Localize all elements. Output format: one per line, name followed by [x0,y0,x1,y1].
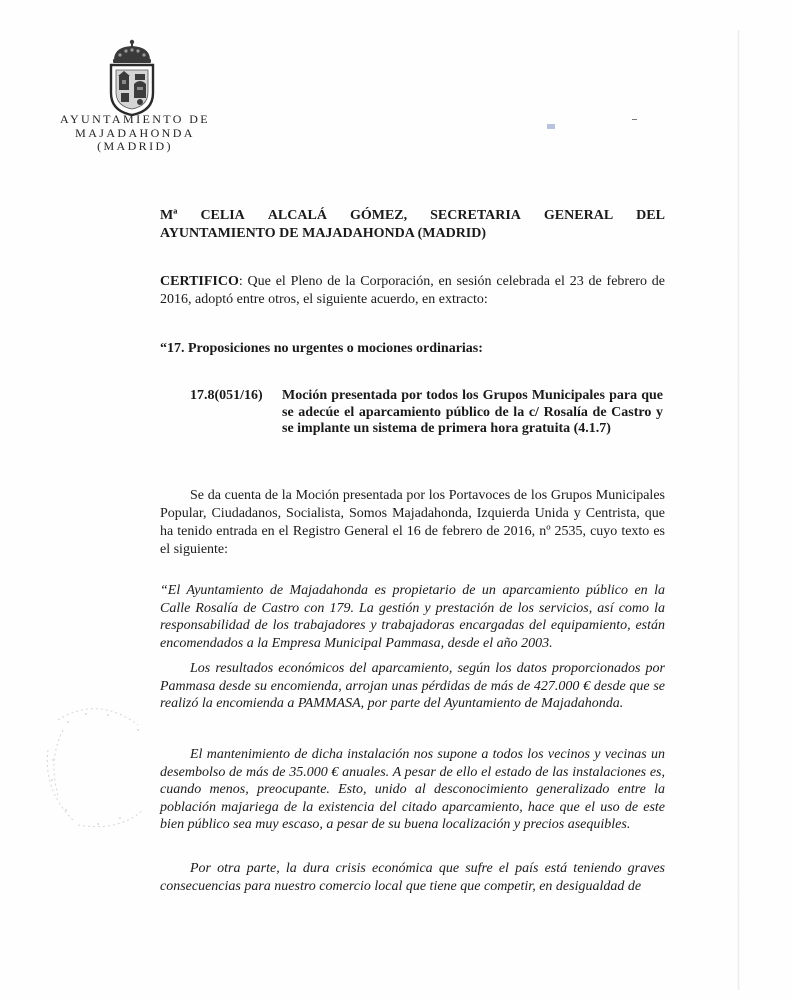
page-edge-shadow [737,30,740,990]
motion-number: 17.8(051/16) [190,388,263,403]
title-word: DEL [636,208,665,223]
org-line-3: (MADRID) [97,139,173,153]
section-title: “17. Proposiciones no urgentes o mociones ordinarias: [160,341,483,356]
title-word: ALCALÁ [267,208,327,223]
org-line-2: MAJADAHONDA [75,125,195,140]
certifier-title-line-2: AYUNTAMIENTO DE MAJADAHONDA (MADRID) [160,226,487,241]
quoted-paragraph-1: “El Ayuntamiento de Majadahonda es propietario de un aparcamiento público en la Calle Rosalía de Castro con 179. La gestión y prestación de los servicios, así como la responsabilidad de los trabajadores y trabajadoras encargadas del equipamiento, están encomendados a la Empresa Municipal Pammasa, desde el año 2003. [160,583,665,651]
quoted-paragraph-2: Los resultados económicos del aparcamiento, según los datos proporcionados por Pammasa desde su encomienda, arrojan unas pérdidas de más de 427.000 € desde que se realizó la encomienda a PAMMASA, por parte del Ayuntamiento de Majadahonda. [160,661,665,711]
title-word: CELIA [200,208,245,223]
title-word: Mª [160,208,178,223]
certifier-title-line-1 [160,207,665,225]
title-word: GÓMEZ, [349,208,408,223]
quoted-paragraph-4: Por otra parte, la dura crisis económica que sufre el país está teniendo graves consecuencias para nuestro comercio local que tiene que competir, en desigualdad de [160,861,665,894]
certifico-label: CERTIFICO [160,274,239,289]
motion-title: Moción presentada por todos los Grupos Municipales para que se adecúe el aparcamiento público de la c/ Rosalía de Castro y se implante un sistema de primera hora gratuita (4.1.7) [282,388,663,436]
certifico-text: : Que el Pleno de la Corporación, en sesión celebrada el 23 de febrero de 2016, adoptó entre otros, el siguiente acuerdo, en extracto: [160,274,665,307]
certifier-title [160,207,665,243]
title-word: GENERAL [543,208,614,223]
intro-paragraph: Se da cuenta de la Moción presentada por los Portavoces de los Grupos Municipales Popular, Ciudadanos, Socialista, Somos Majadahonda, Izquierda Unida y Centrista, que ha tenido entrada en el Registro General el 16 de febrero de 2016, nº 2535, cuyo texto es el siguiente: [160,488,665,557]
scan-mark [547,124,555,129]
title-word: SECRETARIA [430,208,521,223]
certifico-paragraph [160,273,665,309]
organization-name [60,113,210,154]
seal-stamp-icon [38,700,158,830]
org-line-1: AYUNTAMIENTO DE [60,112,211,126]
scan-dash [632,119,637,120]
quoted-paragraph-3: El mantenimiento de dicha instalación nos supone a todos los vecinos y vecinas un desembolso de más de 35.000 € anuales. A pesar de ello el estado de las instalaciones es, cuando menos, preocupante. Esto, unido al desconocimiento generalizado entre la población majariega de la existencia del citado aparcamiento, hace que el uso de este bien público sea muy escaso, a pesar de su buena localización y precios asequibles. [160,747,665,832]
coat-of-arms-icon [104,38,160,116]
